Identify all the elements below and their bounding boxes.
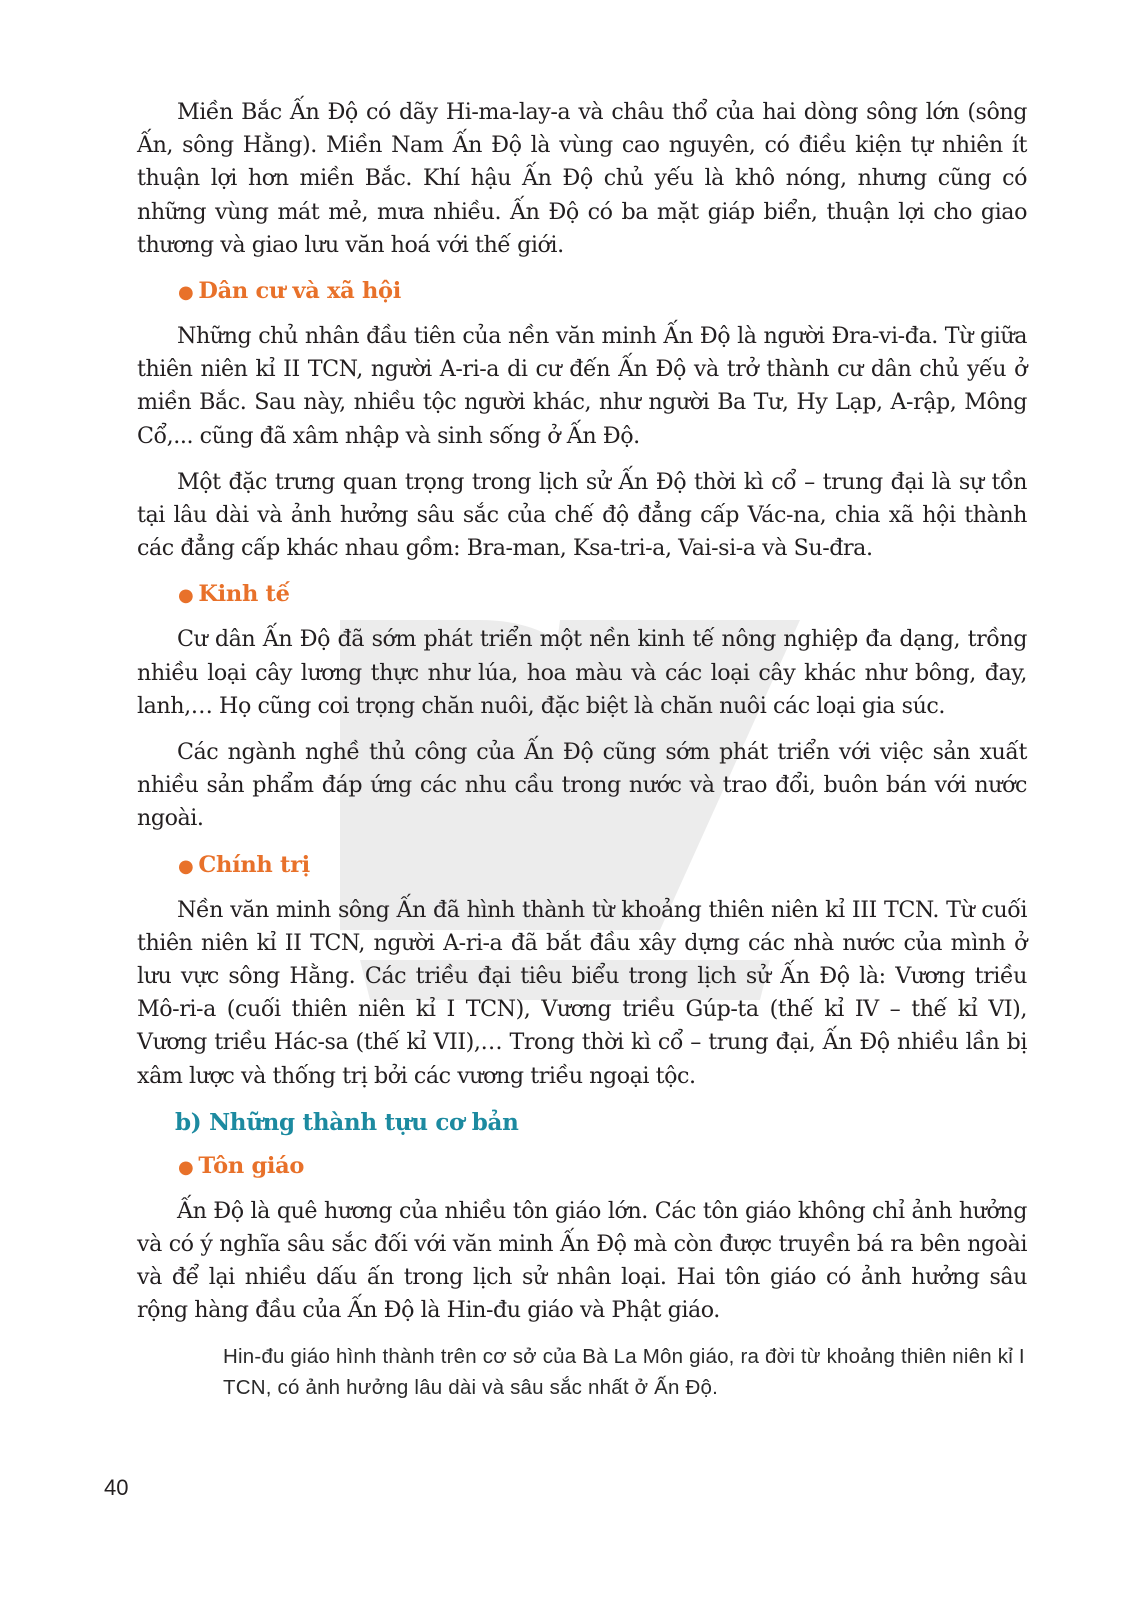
section-heading-achievements: b) Những thành tựu cơ bản [175, 1108, 519, 1136]
subheading-religion: ● Tôn giáo [178, 1152, 305, 1179]
paragraph-politics: Nền văn minh sông Ấn đã hình thành từ khoảng thiên niên kỉ III TCN. Từ cuối thiên niên kỉ II TCN, người A-ri-a đã bắt đầu xây dựng các nhà nước của mình ở lưu vực sông Hằng. Các triều đại tiêu biểu trong lịch sử Ấn Độ là: Vương triều Mô-ri-a (cuối thiên niên kỉ I TCN), Vương triều Gúp-ta (thế kỉ IV – thế kỉ VI), Vương triều Hác-sa (thế kỉ VII),… Trong thời kì cổ – trung đại, Ấn Độ nhiều lần bị xâm lược và thống trị bởi các vương triều ngoại tộc. [137, 896, 1027, 1089]
paragraph-geography: Miền Bắc Ấn Độ có dãy Hi-ma-lay-a và châu thổ của hai dòng sông lớn (sông Ấn, sông Hằng). Miền Nam Ấn Độ là vùng cao nguyên, có điều kiện tự nhiên ít thuận lợi hơn miền Bắc. Khí hậu Ấn Độ chủ yếu là khô nóng, nhưng cũng có những vùng mát mẻ, mưa nhiều. Ấn Độ có ba mặt giáp biển, thuận lợi cho giao thương và giao lưu văn hoá với thế giới. [137, 99, 1027, 258]
subheading-population: ● Dân cư và xã hội [178, 278, 402, 305]
note-hinduism: Hin-đu giáo hình thành trên cơ sở của Bà La Môn giáo, ra đời từ khoảng thiên niên kỉ I TCN, có ảnh hưởng lâu dài và sâu sắc nhất ở Ấn Độ. [223, 1344, 1025, 1399]
paragraph-economy-2: Các ngành nghề thủ công của Ấn Độ cũng sớm phát triển với việc sản xuất nhiều sản phẩm đáp ứng các nhu cầu trong nước và trao đổi, buôn bán với nước ngoài. [137, 739, 1027, 832]
paragraph-religion: Ấn Độ là quê hương của nhiều tôn giáo lớn. Các tôn giáo không chỉ ảnh hưởng và có ý nghĩa sâu sắc đối với văn minh Ấn Độ mà còn được truyền bá ra bên ngoài và để lại nhiều dấu ấn trong lịch sử nhân loại. Hai tôn giáo có ảnh hưởng sâu rộng hàng đầu của Ấn Độ là Hin-đu giáo và Phật giáo. [137, 1197, 1027, 1324]
bullet-icon: ● [178, 282, 194, 304]
paragraph-population-2: Một đặc trưng quan trọng trong lịch sử Ấn Độ thời kì cổ – trung đại là sự tồn tại lâu dài và ảnh hưởng sâu sắc của chế độ đẳng cấp Vác-na, chia xã hội thành các đẳng cấp khác nhau gồm: Bra-man, Ksa-tri-a, Vai-si-a và Su-đra. [137, 468, 1027, 562]
page-number: 40 [104, 1475, 129, 1500]
subheading-economy: ● Kinh tế [178, 581, 290, 608]
subheading-politics: ● Chính trị [178, 851, 310, 878]
bullet-icon: ● [178, 1156, 194, 1178]
paragraph-population-1: Những chủ nhân đầu tiên của nền văn minh Ấn Độ là người Đra-vi-đa. Từ giữa thiên niên kỉ II TCN, người A-ri-a di cư đến Ấn Độ và trở thành cư dân chủ yếu ở miền Bắc. Sau này, nhiều tộc người khác, như người Ba Tư, Hy Lạp, A-rập, Mông Cổ,... cũng đã xâm nhập và sinh sống ở Ấn Độ. [137, 323, 1027, 449]
bullet-icon: ● [178, 855, 194, 877]
page-content [137, 96, 1027, 1403]
paragraph-economy-1: Cư dân Ấn Độ đã sớm phát triển một nền kinh tế nông nghiệp đa dạng, trồng nhiều loại cây lương thực như lúa, hoa màu và các loại cây khác như bông, đay, lanh,… Họ cũng coi trọng chăn nuôi, đặc biệt là chăn nuôi các loại gia súc. [137, 626, 1027, 719]
bullet-icon: ● [178, 585, 194, 607]
